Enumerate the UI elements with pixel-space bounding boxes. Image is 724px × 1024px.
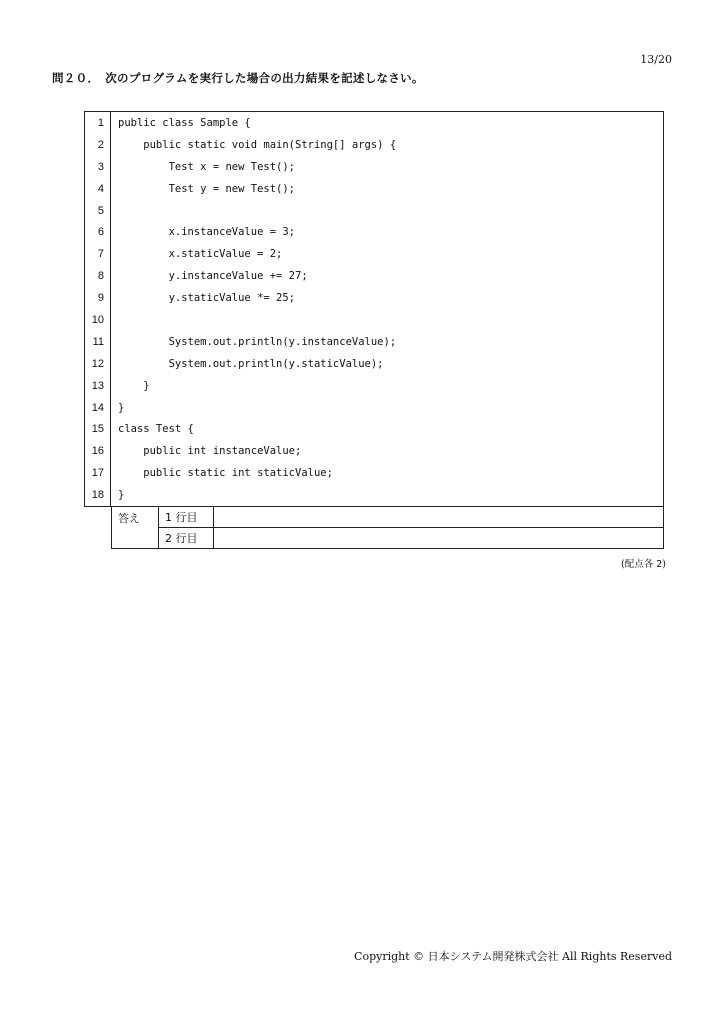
line-number: 10 [85, 309, 111, 331]
line-number: 13 [85, 375, 111, 397]
code-line [85, 200, 663, 222]
answer-field-line2[interactable] [214, 528, 664, 549]
code-line [85, 243, 663, 265]
code-text [111, 200, 118, 222]
code-text: public static void main(String[] args) { [118, 138, 397, 151]
code-line [85, 440, 663, 462]
code-text: y.instanceValue += 27; [118, 270, 308, 283]
code-line [85, 353, 663, 375]
question-title: 問２０． 次のプログラムを実行した場合の出力結果を記述しなさい。 [52, 71, 424, 85]
code-text: Test x = new Test(); [118, 160, 296, 173]
answer-field-line1[interactable] [214, 507, 664, 528]
answer-label: 答え [112, 507, 159, 549]
answer-table [111, 506, 664, 549]
code-line [85, 484, 663, 506]
line-number: 17 [85, 462, 111, 484]
code-text: Test y = new Test(); [118, 182, 296, 195]
line-number: 11 [85, 331, 111, 353]
page-number: 13/20 [640, 53, 672, 66]
line-number: 8 [85, 265, 111, 287]
line-number: 14 [85, 397, 111, 419]
code-text: System.out.println(y.staticValue); [118, 357, 384, 370]
code-text: } [118, 489, 125, 502]
line-number: 4 [85, 178, 111, 200]
code-line [85, 287, 663, 309]
points-note: (配点各 2) [621, 559, 666, 570]
code-line [85, 178, 663, 200]
line-number: 5 [85, 200, 111, 222]
code-text: } [118, 379, 150, 392]
line-number: 18 [85, 484, 111, 506]
code-line [85, 331, 663, 353]
code-text: public static int staticValue; [118, 467, 333, 480]
answer-row-label: 2 行目 [159, 528, 214, 549]
code-text: x.staticValue = 2; [118, 248, 283, 261]
copyright: Copyright © 日本システム開発株式会社 All Rights Reserved [354, 950, 672, 963]
line-number: 12 [85, 353, 111, 375]
code-line [85, 397, 663, 419]
code-text: y.staticValue *= 25; [118, 292, 296, 305]
code-line [85, 265, 663, 287]
line-number: 16 [85, 440, 111, 462]
code-text: System.out.println(y.instanceValue); [118, 335, 397, 348]
code-line [85, 134, 663, 156]
answer-row-label: 1 行目 [159, 507, 214, 528]
code-line [85, 418, 663, 440]
code-line [85, 112, 663, 134]
line-number: 6 [85, 221, 111, 243]
code-line [85, 462, 663, 484]
line-number: 3 [85, 156, 111, 178]
code-line [85, 221, 663, 243]
line-number: 1 [85, 112, 111, 134]
code-text: public class Sample { [118, 116, 251, 129]
code-text [111, 309, 118, 331]
code-text: x.instanceValue = 3; [118, 226, 296, 239]
code-text: class Test { [118, 423, 194, 436]
code-listing [84, 111, 664, 507]
code-line [85, 156, 663, 178]
code-line [85, 309, 663, 331]
line-number: 15 [85, 418, 111, 440]
line-number: 7 [85, 243, 111, 265]
line-number: 9 [85, 287, 111, 309]
code-text: } [118, 401, 125, 414]
line-number: 2 [85, 134, 111, 156]
code-line [85, 375, 663, 397]
code-text: public int instanceValue; [118, 445, 302, 458]
